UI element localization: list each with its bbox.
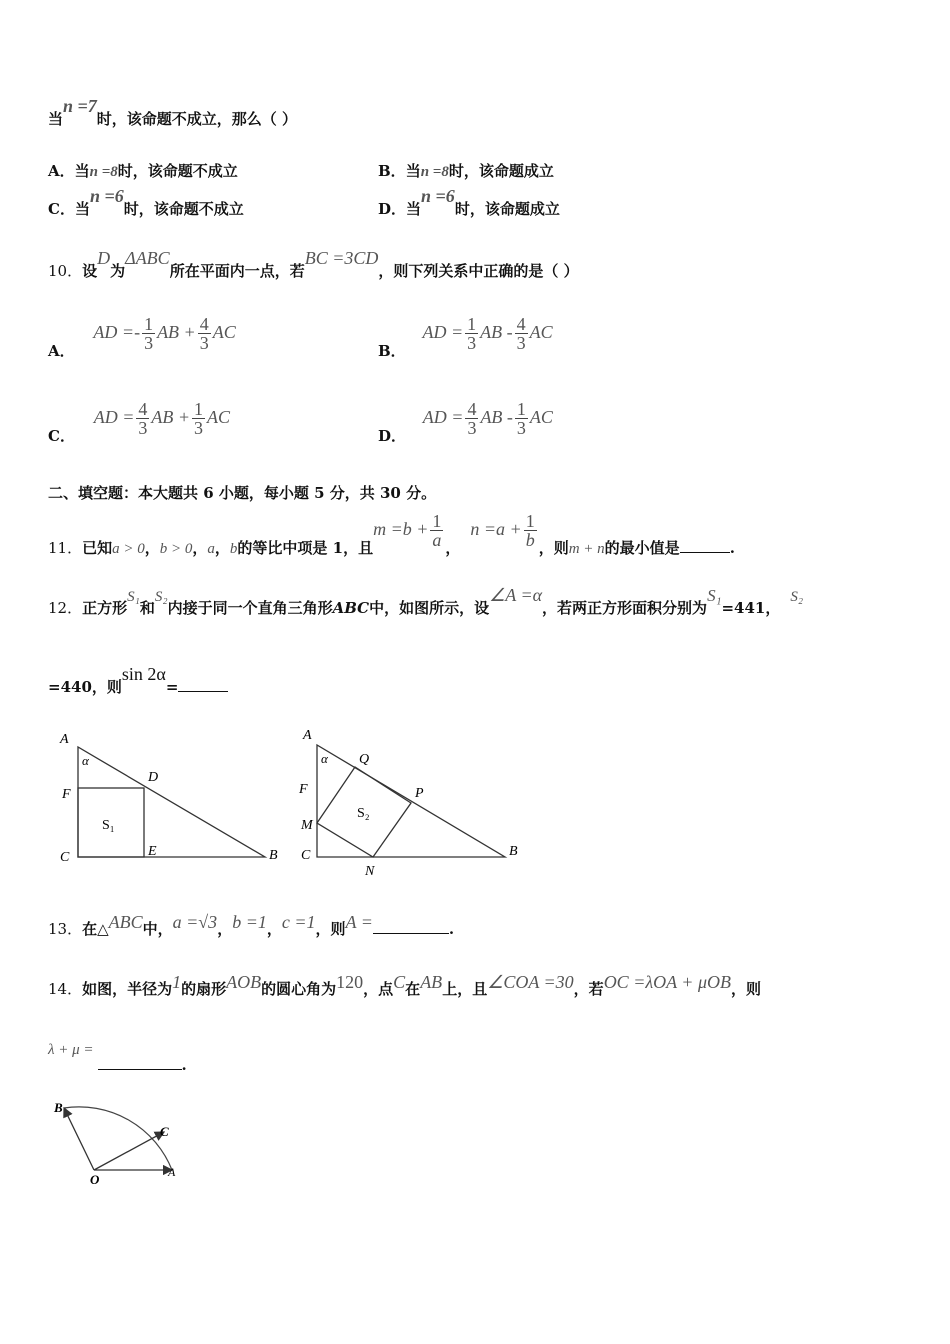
frac-num: 4 xyxy=(199,314,209,334)
label-f: F xyxy=(299,782,308,797)
q13-text: ，则 xyxy=(315,920,346,938)
q11-text: 的最小值是 xyxy=(604,538,680,557)
q11-math: m =b + xyxy=(373,518,429,539)
q12-math: sin 2α xyxy=(121,664,166,684)
label-p: P xyxy=(415,786,424,801)
option-pre: 当 xyxy=(405,162,421,180)
q10-text: 所在平面内一点，若 xyxy=(169,262,305,280)
sector-arc xyxy=(64,1107,172,1170)
q14-text: . xyxy=(181,1056,187,1074)
frac-num: 1 xyxy=(516,399,526,419)
label-f: F xyxy=(62,787,71,802)
q11-text: 已知 xyxy=(82,538,113,557)
q11-text: ， xyxy=(445,538,461,557)
frac-num: 4 xyxy=(516,314,526,334)
q13-text: 中， xyxy=(142,920,173,938)
q13-math: a =√3 xyxy=(172,912,218,932)
label-b: B xyxy=(54,1100,63,1115)
frac-num: 4 xyxy=(467,399,477,419)
q13-text: 在△ xyxy=(82,920,109,938)
q11-math: a xyxy=(207,540,215,557)
q14-number: 14． xyxy=(48,980,83,998)
q13-text: . xyxy=(448,920,455,938)
label-e: E xyxy=(148,844,157,859)
label-c: C xyxy=(301,848,311,863)
q10-option-c xyxy=(48,399,231,445)
option-math: n =6 xyxy=(421,186,455,206)
frac-num: 4 xyxy=(138,399,148,419)
q11-math: m + n xyxy=(568,540,605,557)
option-post: 时，该命题成立 xyxy=(448,162,554,180)
q11-math: b xyxy=(229,540,238,557)
section-heading: 二、填空题：本大题共 6 小题，每小题 5 分，共 30 分。 xyxy=(48,484,437,502)
q9-option-c xyxy=(48,186,244,219)
option-pre: 当 xyxy=(74,162,90,180)
q14-text: 在 xyxy=(405,980,421,998)
option-vec: AB + xyxy=(151,406,191,427)
q12-math: S₂ xyxy=(790,589,804,605)
q14-math: ∠COA =30 xyxy=(487,972,574,992)
option-lhs: AD = xyxy=(422,321,464,342)
q14-text: 的扇形 xyxy=(181,980,227,998)
q12-text: 内接于同一个直角三角形 xyxy=(167,599,333,617)
frac-num: 1 xyxy=(194,399,204,419)
q12-number: 12． xyxy=(48,599,83,617)
q13-math: A = xyxy=(345,912,373,932)
option-label: B． xyxy=(378,162,406,180)
q9-option-d xyxy=(378,186,560,219)
option-label: B． xyxy=(378,341,406,360)
option-math: n =6 xyxy=(89,186,124,206)
option-lhs: AD = xyxy=(93,406,135,427)
q12-math: S₁ xyxy=(707,586,722,605)
frac-num: 1 xyxy=(432,511,442,531)
q11-text: ，则 xyxy=(538,538,569,557)
label-s1: S₁ xyxy=(102,818,115,833)
q9-stem-post: 时，该命题不成立，那么（ ） xyxy=(96,110,298,128)
q14-text: 上，且 xyxy=(442,980,488,998)
option-label: D． xyxy=(378,426,407,445)
q9-stem xyxy=(48,96,298,129)
q11-math: a > 0 xyxy=(112,540,145,557)
option-lhs: AD =- xyxy=(93,321,141,342)
frac-den: 3 xyxy=(467,418,477,438)
q10-math: ΔABC xyxy=(125,248,170,268)
label-q: Q xyxy=(359,752,370,767)
option-pre: 当 xyxy=(406,200,422,218)
q10-text: 设 xyxy=(82,262,98,280)
label-s2: S₂ xyxy=(357,806,370,821)
frac-den: 3 xyxy=(194,418,204,438)
label-n: N xyxy=(365,864,375,879)
q9-stem-pre: 当 xyxy=(48,110,64,128)
label-b: B xyxy=(509,844,518,859)
option-vec: AB - xyxy=(480,406,513,427)
frac-den: 3 xyxy=(138,418,148,438)
q12-math: ABC xyxy=(332,599,370,617)
label-c: C xyxy=(160,1124,169,1139)
q9-option-a xyxy=(48,160,238,181)
frac-den: b xyxy=(525,530,535,550)
q14-math: AOB xyxy=(226,972,262,992)
figure-square-s1 xyxy=(50,725,290,870)
q14-math: OC =λOA + μOB xyxy=(603,972,731,992)
q14-text: 如图，半径为 xyxy=(82,980,173,998)
q11-text: 的等比中项是 1，且 xyxy=(237,538,374,557)
q10-option-b xyxy=(378,314,553,360)
option-post: 时，该命题不成立 xyxy=(123,200,244,218)
q10-text: 为 xyxy=(110,262,126,280)
q14-math: 120 xyxy=(336,972,364,992)
label-a: A xyxy=(60,732,69,747)
q11-answer-blank[interactable] xyxy=(680,552,730,553)
q14-text: ，则 xyxy=(730,980,761,998)
frac-den: a xyxy=(432,530,442,550)
q13-text: ， xyxy=(217,920,233,938)
triangle-abc xyxy=(78,747,265,857)
option-math: n =8 xyxy=(89,164,118,180)
label-b: B xyxy=(269,848,278,863)
option-label: D． xyxy=(378,200,407,218)
q12-line1 xyxy=(48,585,804,618)
q12-math: S₂ xyxy=(154,589,168,605)
option-label: A． xyxy=(48,341,75,360)
q11-text: . xyxy=(729,538,735,557)
label-o: O xyxy=(90,1172,100,1187)
frac-den: 3 xyxy=(516,333,526,353)
q13-text: ， xyxy=(266,920,282,938)
q14-math: AB xyxy=(420,972,443,992)
q10-option-d xyxy=(378,399,553,445)
q14-line1 xyxy=(48,972,761,998)
q12-math: ∠A =α xyxy=(489,585,543,605)
q13-math: b =1 xyxy=(232,912,267,932)
figure-sector-aob xyxy=(42,1092,192,1187)
q12-text: 中，如图所示，设 xyxy=(369,599,490,617)
frac-den: 3 xyxy=(516,418,526,438)
label-alpha: α xyxy=(82,753,89,768)
q11-math: n =a + xyxy=(470,518,522,539)
option-vec: AC xyxy=(529,406,553,427)
q14-text: 的圆心角为 xyxy=(261,980,337,998)
label-a: A xyxy=(168,1165,176,1179)
q10-text: ，则下列关系中正确的是（ ） xyxy=(378,262,579,280)
option-pre: 当 xyxy=(74,200,90,218)
q14-answer-blank[interactable] xyxy=(98,1069,182,1070)
vector-oc xyxy=(94,1132,164,1170)
option-post: 时，该命题成立 xyxy=(454,200,560,218)
frac-num: 1 xyxy=(525,511,535,531)
q11-text: ， xyxy=(144,538,160,557)
option-label: C． xyxy=(48,200,75,218)
q12-text: 正方形 xyxy=(82,599,128,617)
q14-math: λ + μ = xyxy=(48,1042,94,1058)
q10-stem xyxy=(48,248,579,281)
option-vec: AC xyxy=(529,321,553,342)
vector-ob xyxy=(64,1108,94,1170)
label-alpha: α xyxy=(321,751,328,766)
q13-math: ABC xyxy=(108,912,143,932)
option-vec: AB + xyxy=(157,321,196,342)
q10-number: 10． xyxy=(48,262,83,280)
option-post: 时，该命题不成立 xyxy=(117,162,238,180)
label-d: D xyxy=(148,770,159,785)
q10-option-a xyxy=(48,314,236,360)
q14-math: 1 xyxy=(172,972,182,992)
figure-square-s2 xyxy=(295,725,530,885)
q12-text: ，若两正方形面积分别为 xyxy=(542,599,708,617)
option-label: C． xyxy=(48,426,75,445)
frac-den: 3 xyxy=(199,333,209,353)
q12-text: = xyxy=(165,678,179,696)
option-math: n =8 xyxy=(420,164,449,180)
option-lhs: AD = xyxy=(422,406,464,427)
frac-num: 1 xyxy=(467,314,477,334)
q13-number: 13． xyxy=(48,920,83,938)
frac-den: 3 xyxy=(144,333,154,353)
q12-math: S₁ xyxy=(127,589,140,605)
q13 xyxy=(48,912,455,938)
q9-stem-math: n =7 xyxy=(63,96,97,116)
label-a: A xyxy=(303,728,312,743)
q14-text: ，若 xyxy=(573,980,604,998)
q12-line2 xyxy=(48,664,228,697)
option-vec: AB - xyxy=(480,321,513,342)
option-vec: AC xyxy=(212,321,236,342)
q11-text: ， xyxy=(214,538,230,557)
q11-text: ， xyxy=(192,538,208,557)
label-c: C xyxy=(60,850,70,865)
q12-answer-blank[interactable] xyxy=(178,691,228,692)
q13-answer-blank[interactable] xyxy=(373,933,449,934)
frac-den: 3 xyxy=(467,333,477,353)
frac-num: 1 xyxy=(144,314,154,334)
q11-number: 11． xyxy=(48,538,83,557)
q11-math: b > 0 xyxy=(159,540,193,557)
q10-math: BC =3CD xyxy=(304,248,379,268)
q14-line2 xyxy=(48,1040,187,1074)
option-label: A． xyxy=(48,162,75,180)
q11 xyxy=(48,511,735,557)
q9-option-b xyxy=(378,160,554,181)
q10-math: D xyxy=(97,248,111,268)
q12-text: 和 xyxy=(139,599,155,617)
q12-text: =440，则 xyxy=(48,678,122,696)
q14-text: ，点 xyxy=(363,980,394,998)
q13-math: c =1 xyxy=(281,912,316,932)
q12-text: =441， xyxy=(721,599,781,617)
option-vec: AC xyxy=(207,406,231,427)
q14-math: C xyxy=(393,972,406,992)
label-m: M xyxy=(301,818,313,833)
